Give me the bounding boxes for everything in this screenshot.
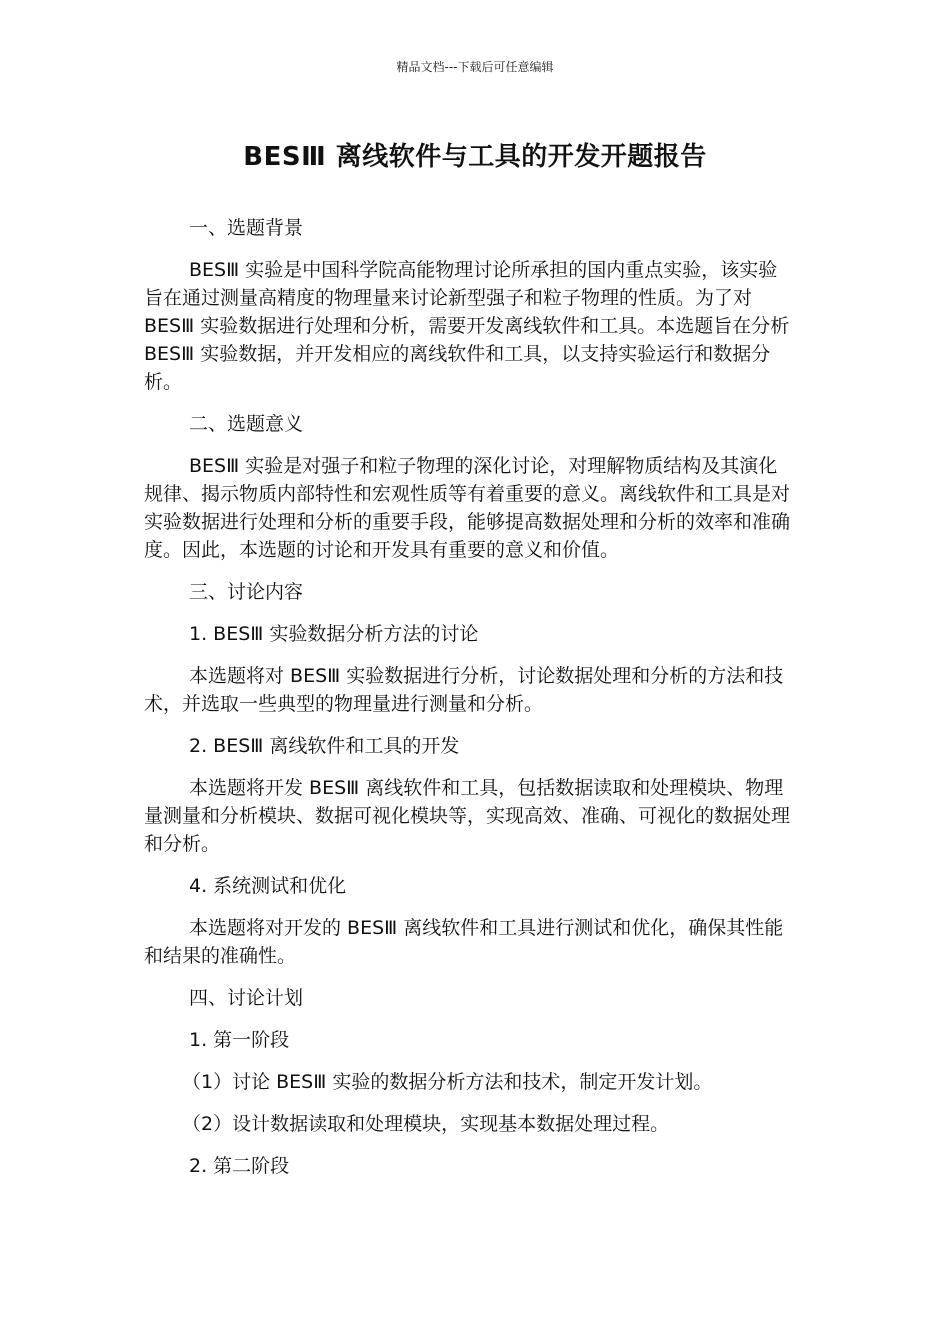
paragraph: 本选题将对 BESⅢ 实验数据进行分析，讨论数据处理和分析的方法和技术，并选取一些典型的物理量进行测量和分析。 [144, 665, 784, 715]
paragraph: 本选题将对开发的 BESⅢ 离线软件和工具进行测试和优化，确保其性能和结果的准确性。 [144, 917, 784, 967]
list-item: （1）讨论 BESⅢ 实验的数据分析方法和技术，制定开发计划。 [182, 1071, 713, 1093]
paragraph: BESⅢ 实验是对强子和粒子物理的深化讨论，对理解物质结构及其演化规律、揭示物质内部特性和宏观性质等有着重要的意义。离线软件和工具是对实验数据进行处理和分析的重要手段，能够提高数据处理和分析的效率和准确度。因此，本选题的讨论和开发具有重要的意义和价值。 [144, 455, 791, 561]
document-body [144, 214, 794, 1194]
subsection-heading: 4. 系统测试和优化 [189, 875, 347, 897]
subsection-heading: 1. BESⅢ 实验数据分析方法的讨论 [189, 623, 479, 645]
document-title: BESⅢ 离线软件与工具的开发开题报告 [243, 142, 707, 172]
header-watermark: 精品文档---下载后可任意编辑 [396, 60, 554, 74]
section-heading: 四、讨论计划 [189, 987, 304, 1009]
subsection-heading: 1. 第一阶段 [189, 1029, 290, 1051]
section-heading: 三、讨论内容 [189, 581, 304, 603]
section-heading: 二、选题意义 [189, 413, 304, 435]
subsection-heading: 2. 第二阶段 [189, 1155, 290, 1177]
list-item: （2）设计数据读取和处理模块，实现基本数据处理过程。 [182, 1113, 670, 1135]
paragraph: 本选题将开发 BESⅢ 离线软件和工具，包括数据读取和处理模块、物理量测量和分析模块、数据可视化模块等，实现高效、准确、可视化的数据处理和分析。 [144, 777, 791, 855]
paragraph: BESⅢ 实验是中国科学院高能物理讨论所承担的国内重点实验，该实验旨在通过测量高精度的物理量来讨论新型强子和粒子物理的性质。为了对 BESⅢ 实验数据进行处理和分析，需要开发离线软件和工具。本选题旨在分析 BESⅢ 实验数据，并开发相应的离线软件和工具，以支持实验运行和数据分析。 [144, 259, 790, 393]
section-heading: 一、选题背景 [189, 217, 304, 239]
subsection-heading: 2. BESⅢ 离线软件和工具的开发 [189, 735, 460, 757]
